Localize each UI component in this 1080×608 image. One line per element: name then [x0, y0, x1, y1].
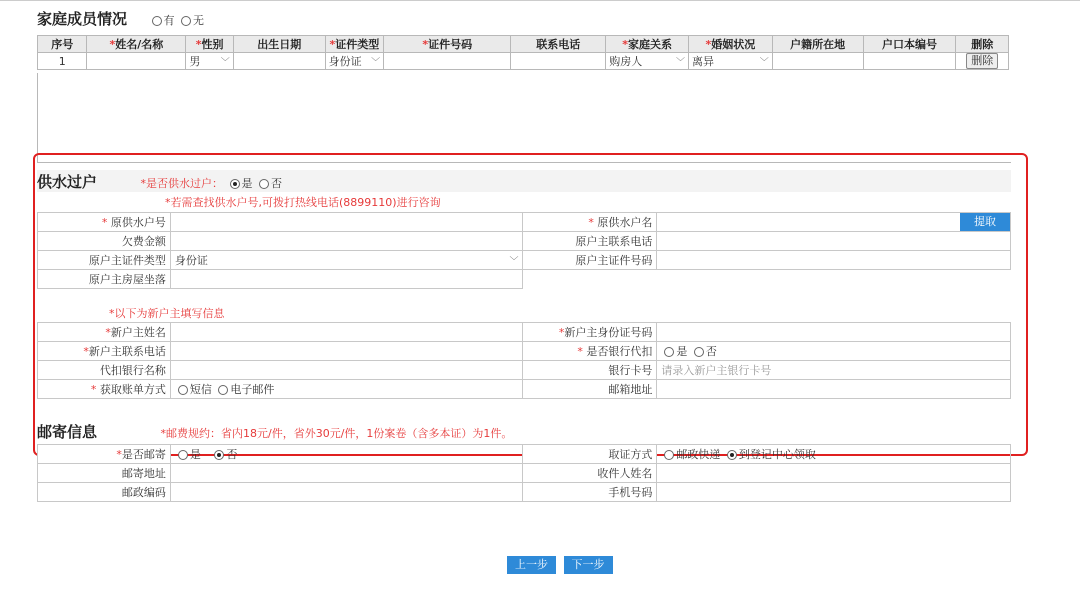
row-id-type-select[interactable] [325, 53, 384, 70]
orig-address-label: 原户主房屋坐落 [38, 270, 171, 289]
row-delete-cell [956, 53, 1009, 70]
top-border [0, 0, 1080, 4]
email-label: 邮箱地址 [523, 380, 657, 399]
gender-value: 男 [189, 55, 201, 68]
orig-id-type-label: 原户主证件类型 [38, 251, 171, 270]
col-birth: 出生日期 [233, 36, 325, 53]
col-book-no: 户口本编号 [863, 36, 956, 53]
new-id-input[interactable] [657, 323, 1011, 342]
family-section-header [37, 8, 204, 29]
chevron-down-icon: ﹀ [220, 57, 230, 68]
orig-id-no-input[interactable] [657, 251, 1011, 270]
id-type-value: 身份证 [328, 55, 362, 68]
mobile-label: 手机号码 [523, 483, 657, 502]
bank-name-input[interactable] [170, 361, 523, 380]
new-phone-label: *新户主联系电话 [38, 342, 171, 361]
table-row [38, 53, 1009, 70]
orig-address-input[interactable] [170, 270, 523, 289]
relation-value: 购房人 [609, 55, 643, 68]
mail-address-input[interactable] [170, 464, 523, 483]
family-no-radio[interactable] [181, 16, 191, 26]
family-no-label: 无 [193, 14, 205, 27]
col-gender: *性别 [186, 36, 233, 53]
col-name: *姓名/名称 [87, 36, 186, 53]
bank-no-label: 否 [705, 345, 717, 358]
family-yes-label: 有 [163, 14, 175, 27]
pickup-center-radio[interactable] [727, 450, 737, 460]
pickup-post-radio[interactable] [664, 450, 674, 460]
postcode-input[interactable] [170, 483, 523, 502]
chevron-down-icon: ﹀ [759, 57, 769, 68]
is-mail-label: *是否邮寄 [38, 445, 171, 464]
nav-buttons [507, 556, 613, 574]
col-delete: 删除 [956, 36, 1009, 53]
water-no-label: 否 [271, 177, 283, 190]
row-phone-input[interactable] [511, 53, 606, 70]
col-hukou: 户籍所在地 [772, 36, 863, 53]
bank-name-label: 代扣银行名称 [38, 361, 171, 380]
bank-card-input[interactable]: 请录入新户主银行卡号 [657, 361, 1011, 380]
orig-account-label: * 原供水户号 [38, 213, 171, 232]
mail-address-label: 邮寄地址 [38, 464, 171, 483]
row-index: 1 [38, 53, 87, 70]
mail-no-label: 否 [226, 448, 238, 461]
bank-card-label: 银行卡号 [523, 361, 657, 380]
water-section-header [37, 171, 282, 192]
bill-email-label: 电子邮件 [230, 383, 275, 396]
col-index: 序号 [38, 36, 87, 53]
water-title: 供水过户 [37, 173, 98, 191]
orig-id-no-label: 原户主证件号码 [523, 251, 657, 270]
new-id-label: *新户主身份证号码 [523, 323, 657, 342]
col-relation: *家庭关系 [606, 36, 689, 53]
delete-button[interactable]: 删除 [966, 53, 998, 69]
orig-id-type-select[interactable] [170, 251, 523, 270]
fetch-button[interactable]: 提取 [960, 213, 1010, 231]
bill-email-radio[interactable] [218, 385, 228, 395]
pickup-post-label: 邮政快递 [676, 448, 721, 461]
family-table [37, 35, 1009, 70]
family-title: 家庭成员情况 [37, 10, 128, 28]
receiver-label: 收件人姓名 [523, 464, 657, 483]
mail-no-radio[interactable] [214, 450, 224, 460]
row-relation-select[interactable] [606, 53, 689, 70]
orig-name-input[interactable] [657, 213, 1011, 232]
bill-sms-label: 短信 [189, 383, 212, 396]
bill-method-label: * 获取账单方式 [38, 380, 171, 399]
chevron-down-icon: ﹀ [371, 57, 381, 68]
water-hint: *若需查找供水户号,可拨打热线电话(8899110)进行咨询 [165, 196, 441, 209]
postcode-label: 邮政编码 [38, 483, 171, 502]
col-phone: 联系电话 [511, 36, 606, 53]
col-id-no: *证件号码 [384, 36, 511, 53]
row-id-no-input[interactable] [384, 53, 511, 70]
pickup-center-label: 到登记中心领取 [738, 448, 816, 461]
pickup-label: 取证方式 [523, 445, 657, 464]
bill-method-options [170, 380, 523, 399]
bank-yes-label: 是 [676, 345, 688, 358]
row-gender-select[interactable] [186, 53, 233, 70]
row-book-no-input[interactable] [863, 53, 956, 70]
bank-debit-label: * 是否银行代扣 [523, 342, 657, 361]
col-marital: *婚姻状况 [688, 36, 772, 53]
pickup-options [657, 445, 1011, 464]
row-birth-input[interactable] [233, 53, 325, 70]
mail-title: 邮寄信息 [37, 423, 98, 441]
chevron-down-icon: ﹀ [675, 57, 685, 68]
mobile-input[interactable] [657, 483, 1011, 502]
mail-yes-label: 是 [189, 448, 201, 461]
orig-phone-input[interactable] [657, 232, 1011, 251]
bank-debit-options [657, 342, 1011, 361]
water-form-top [37, 212, 1011, 289]
row-hukou-input[interactable] [772, 53, 863, 70]
email-input[interactable] [657, 380, 1011, 399]
new-owner-hint: *以下为新户主填写信息 [109, 307, 225, 320]
new-name-input[interactable] [170, 323, 523, 342]
family-yes-radio[interactable] [152, 16, 162, 26]
arrears-input[interactable] [170, 232, 523, 251]
marital-value: 离异 [691, 55, 714, 68]
next-button[interactable]: 下一步 [564, 556, 613, 574]
family-area-border [37, 73, 38, 163]
mail-yes-radio[interactable] [178, 450, 188, 460]
orig-name-label: * 原供水户名 [523, 213, 657, 232]
orig-phone-label: 原户主联系电话 [523, 232, 657, 251]
col-id-type: *证件类型 [325, 36, 384, 53]
is-mail-options [170, 445, 523, 464]
bank-yes-radio[interactable] [664, 347, 674, 357]
bank-no-radio[interactable] [694, 347, 704, 357]
receiver-input[interactable] [657, 464, 1011, 483]
mail-note: *邮费规约：省内18元/件，省外30元/件，1份案卷（含多本证）为1件。 [160, 427, 513, 440]
family-table-header [38, 36, 1009, 53]
chevron-down-icon: ﹀ [509, 256, 519, 267]
water-question: *是否供水过户： [140, 177, 224, 190]
new-name-label: *新户主姓名 [38, 323, 171, 342]
water-yes-radio[interactable] [230, 179, 240, 189]
water-no-radio[interactable] [259, 179, 269, 189]
mail-section-header [37, 421, 512, 442]
orig-account-input[interactable] [170, 213, 523, 232]
mail-form [37, 444, 1011, 502]
orig-id-type-value: 身份证 [174, 254, 208, 267]
prev-button[interactable]: 上一步 [507, 556, 556, 574]
empty-cell [523, 270, 1011, 289]
bill-sms-radio[interactable] [178, 385, 188, 395]
arrears-label: 欠费金额 [38, 232, 171, 251]
new-phone-input[interactable] [170, 342, 523, 361]
water-form-bottom [37, 322, 1011, 399]
row-marital-select[interactable] [688, 53, 772, 70]
row-name-input[interactable] [87, 53, 186, 70]
water-yes-label: 是 [241, 177, 253, 190]
